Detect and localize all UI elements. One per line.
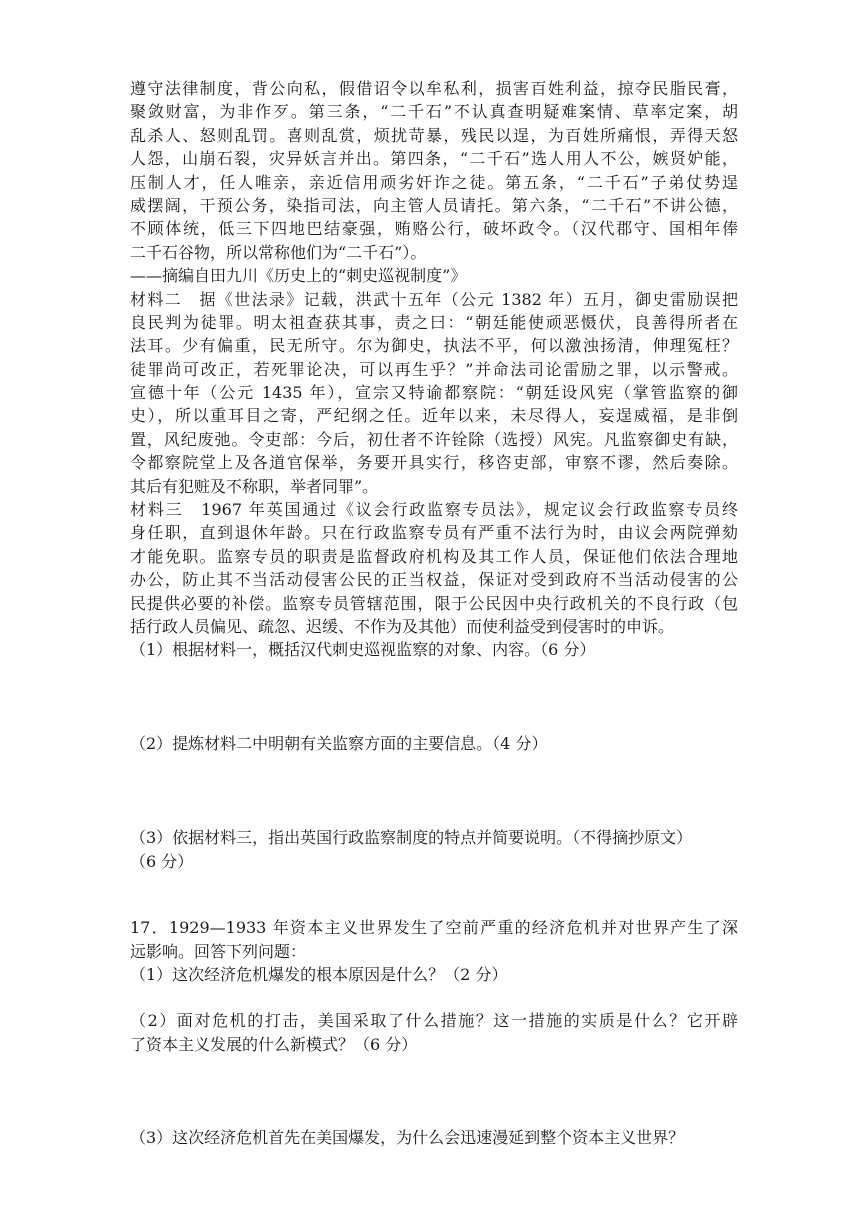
material-3-line: 办公，防止其不当活动侵害公民的正当权益，保证对受到政府不当活动侵害的公: [130, 570, 738, 590]
material-2-line: 徒罪尚可改正，若死罪论决，可以再生乎？”并命法司论雷励之罪，以示警戒。: [130, 359, 738, 379]
material-2-line: 法耳。少有偏重，民无所守。尔为御史，执法不平，何以激浊扬清，伸理冤枉？: [130, 336, 738, 356]
answer-space: [130, 756, 738, 826]
material-1-line: 压制人才，任人唯亲，亲近信用顽劣奸诈之徒。第五条，“二千石”子弟仗势逞: [130, 172, 738, 192]
question-17-part-2: 了资本主义发展的什么新模式？（6 分）: [130, 1034, 418, 1054]
material-3: [130, 498, 738, 638]
answer-space: [130, 662, 738, 732]
material-3-line: 括行政人员偏见、疏忽、迟缓、不作为及其他）而使利益受到侵害时的申诉。: [130, 616, 675, 636]
material-2-line: 置，风纪废弛。令吏部：今后，初仕者不许铨除（选授）风宪。凡监察御史有缺，: [130, 429, 738, 449]
question-17-part-1: （1）这次经济危机爆发的根本原因是什么？（2 分）: [130, 965, 508, 985]
material-2: [130, 288, 738, 499]
question-16-part-3-score: （6 分）: [130, 852, 194, 872]
material-1-excerpt: [130, 77, 738, 288]
question-16-part-1: （1）根据材料一，概括汉代刺史巡视监察的对象、内容。（6 分）: [130, 640, 596, 660]
question-16-part-3: （3）依据材料三，指出英国行政监察制度的特点并简要说明。（不得摘抄原文）: [130, 828, 693, 848]
material-2-line: 宣德十年（公元 1435 年），宣宗又特谕都察院：“朝廷设风宪（掌管监察的御: [130, 383, 738, 403]
material-3-line: 民提供必要的补偿。监察专员管辖范围，限于公民因中央行政机关的不良行政（包: [130, 593, 738, 613]
question-16-part-2: （2）提炼材料二中明朝有关监察方面的主要信息。（4 分）: [130, 734, 548, 754]
question-17-part-2: （2）面对危机的打击，美国采取了什么措施？这一措施的实质是什么？它开辟: [130, 1011, 738, 1031]
material-2-line: 史），所以重耳目之寄，严纪纲之任。近年以来，未尽得人，妄逞威福，是非倒: [130, 406, 738, 426]
material-3-line: 材料三 1967 年英国通过《议会行政监察专员法》，规定议会行政监察专员终: [130, 500, 738, 520]
material-1-line: 威摆阔，干预公务，染指司法，向主管人员请托。第六条，“二千石”不讲公德，: [130, 195, 738, 215]
material-3-line: 身任职，直到退休年龄。只在行政监察专员有严重不法行为时，由议会两院弹劾: [130, 523, 738, 543]
page-content: [130, 77, 738, 1150]
answer-space: [130, 1056, 738, 1126]
question-17-stem: 远影响。回答下列问题：: [130, 941, 307, 961]
question-17-stem: 17．1929—1933 年资本主义世界发生了空前严重的经济危机并对世界产生了深: [130, 918, 738, 938]
answer-space: [130, 874, 738, 916]
question-17: [130, 916, 738, 1150]
material-1-line: 不顾体统，低三下四地巴结豪强，贿赂公行，破坏政令。（汉代郡守、国相年俸: [130, 219, 738, 239]
material-2-line: 令都察院堂上及各道官保举，务要开具实行，移咨吏部，审察不谬，然后奏除。: [130, 453, 738, 473]
material-1-line: 乱杀人、怒则乱罚。喜则乱赏，烦扰苛暴，残民以逞，为百姓所痛恨，弄得天怒: [130, 125, 738, 145]
question-16-parts: [130, 638, 738, 916]
material-1-line: 二千石谷物，所以常称他们为“二千石”）。: [130, 242, 427, 262]
question-17-part-3: （3）这次经济危机首先在美国爆发，为什么会迅速漫延到整个资本主义世界？: [130, 1127, 685, 1147]
material-3-line: 才能免职。监察专员的职责是监督政府机构及其工作人员，保证他们依法合理地: [130, 546, 738, 566]
material-1-line: 遵守法律制度，背公向私，假借诏令以牟私利，损害百姓利益，掠夺民脂民膏，: [130, 79, 738, 98]
material-2-line: 材料二 据《世法录》记载，洪武十五年（公元 1382 年）五月，御史雷励误把: [130, 289, 738, 309]
material-1-line: 聚敛财富，为非作歹。第三条，“二千石”不认真查明疑难案情、草率定案，胡: [130, 102, 738, 122]
answer-space: [130, 987, 738, 1009]
material-2-line: 良民判为徒罪。明太祖查获其事，责之曰：“朝廷能使顽恶慑伏，良善得所者在: [130, 312, 738, 332]
material-1-source: ——摘编自田九川《历史上的“刺史巡视制度”》: [130, 266, 467, 286]
material-1-line: 人怨，山崩石裂，灾异妖言并出。第四条，“二千石”选人用人不公，嫉贤妒能，: [130, 149, 738, 169]
material-2-line: 其后有犯赃及不称职，举者同罪”。: [130, 476, 379, 496]
